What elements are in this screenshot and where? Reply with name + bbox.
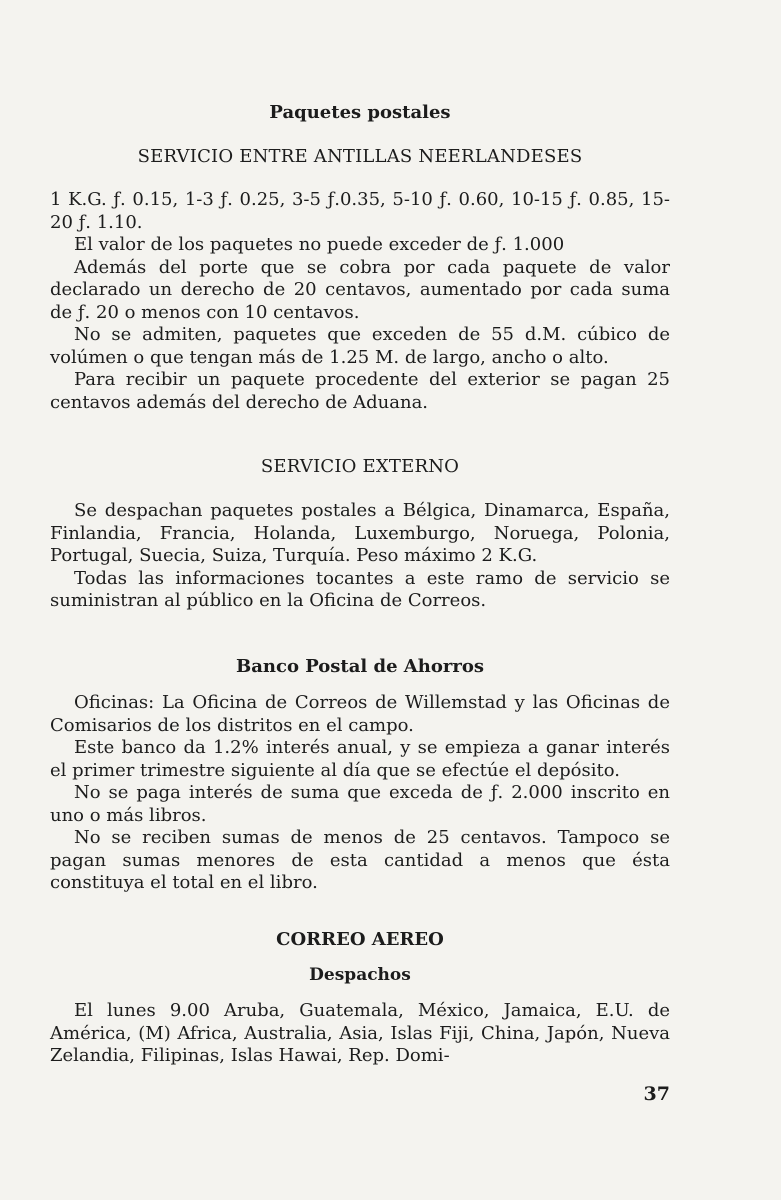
section-banco-postal	[50, 692, 670, 895]
heading-servicio-externo: SERVICIO EXTERNO	[260, 456, 460, 477]
section-servicio-antillas	[50, 189, 670, 414]
heading-correo-aereo: CORREO AEREO	[276, 929, 444, 950]
interest-paragraph: Este banco da 1.2% interés anual, y se empieza a ganar interés el primer trimestre siguiente al día que se efectúe el depósito.	[50, 737, 670, 781]
monday-dispatch-paragraph: El lunes 9.00 Aruba, Guatemala, México, Jamaica, E.U. de América, (M) Africa, Australia, Asia, Islas Fiji, China, Japón, Nueva Zelandia, Filipinas, Islas Hawai, Rep. Domi-	[50, 1000, 670, 1066]
minimum-deposit-paragraph: No se reciben sumas de menos de 25 centavos. Tampoco se pagan sumas menores de esta cantidad a menos que ésta constituya el total en el libro.	[50, 827, 670, 893]
heading-banco-postal: Banco Postal de Ahorros	[236, 656, 484, 677]
info-paragraph: Todas las informaciones tocantes a este ramo de servicio se suministran al público en la Oficina de Correos.	[50, 567, 670, 611]
interest-limit-paragraph: No se paga interés de suma que exceda de ƒ. 2.000 inscrito en uno o más libros.	[50, 782, 670, 826]
page-title: Paquetes postales	[269, 102, 451, 123]
section-servicio-externo	[50, 500, 670, 613]
size-limit-paragraph: No se admiten, paquetes que exceden de 55 d.M. cúbico de volúmen o que tengan más de 1.25 M. de largo, ancho o alto.	[50, 324, 670, 368]
rates-paragraph: 1 K.G. ƒ. 0.15, 1-3 ƒ. 0.25, 3-5 ƒ.0.35, 5-10 ƒ. 0.60, 10-15 ƒ. 0.85, 15-20 ƒ. 1.10.	[50, 189, 670, 233]
surcharge-paragraph: Además del porte que se cobra por cada paquete de valor declarado un derecho de 20 centavos, aumentado por cada suma de ƒ. 20 o menos con 10 centavos.	[50, 256, 670, 323]
offices-paragraph: Oficinas: La Oficina de Correos de Willemstad y las Oficinas de Comisarios de los distritos en el campo.	[50, 692, 670, 736]
countries-paragraph: Se despachan paquetes postales a Bélgica, Dinamarca, España, Finlandia, Francia, Holanda, Luxemburgo, Noruega, Polonia, Portugal, Suecia, Suiza, Turquía. Peso máximo 2 K.G.	[50, 500, 670, 566]
section-correo-aereo	[50, 1000, 670, 1068]
heading-servicio-antillas: SERVICIO ENTRE ANTILLAS NEERLANDESES	[137, 146, 583, 167]
page-number: 37	[643, 1083, 670, 1105]
subheading-despachos: Despachos	[309, 965, 411, 985]
max-value-paragraph: El valor de los paquetes no puede exceder de ƒ. 1.000	[74, 234, 565, 255]
import-fee-paragraph: Para recibir un paquete procedente del exterior se pagan 25 centavos además del derecho de Aduana.	[50, 369, 670, 413]
